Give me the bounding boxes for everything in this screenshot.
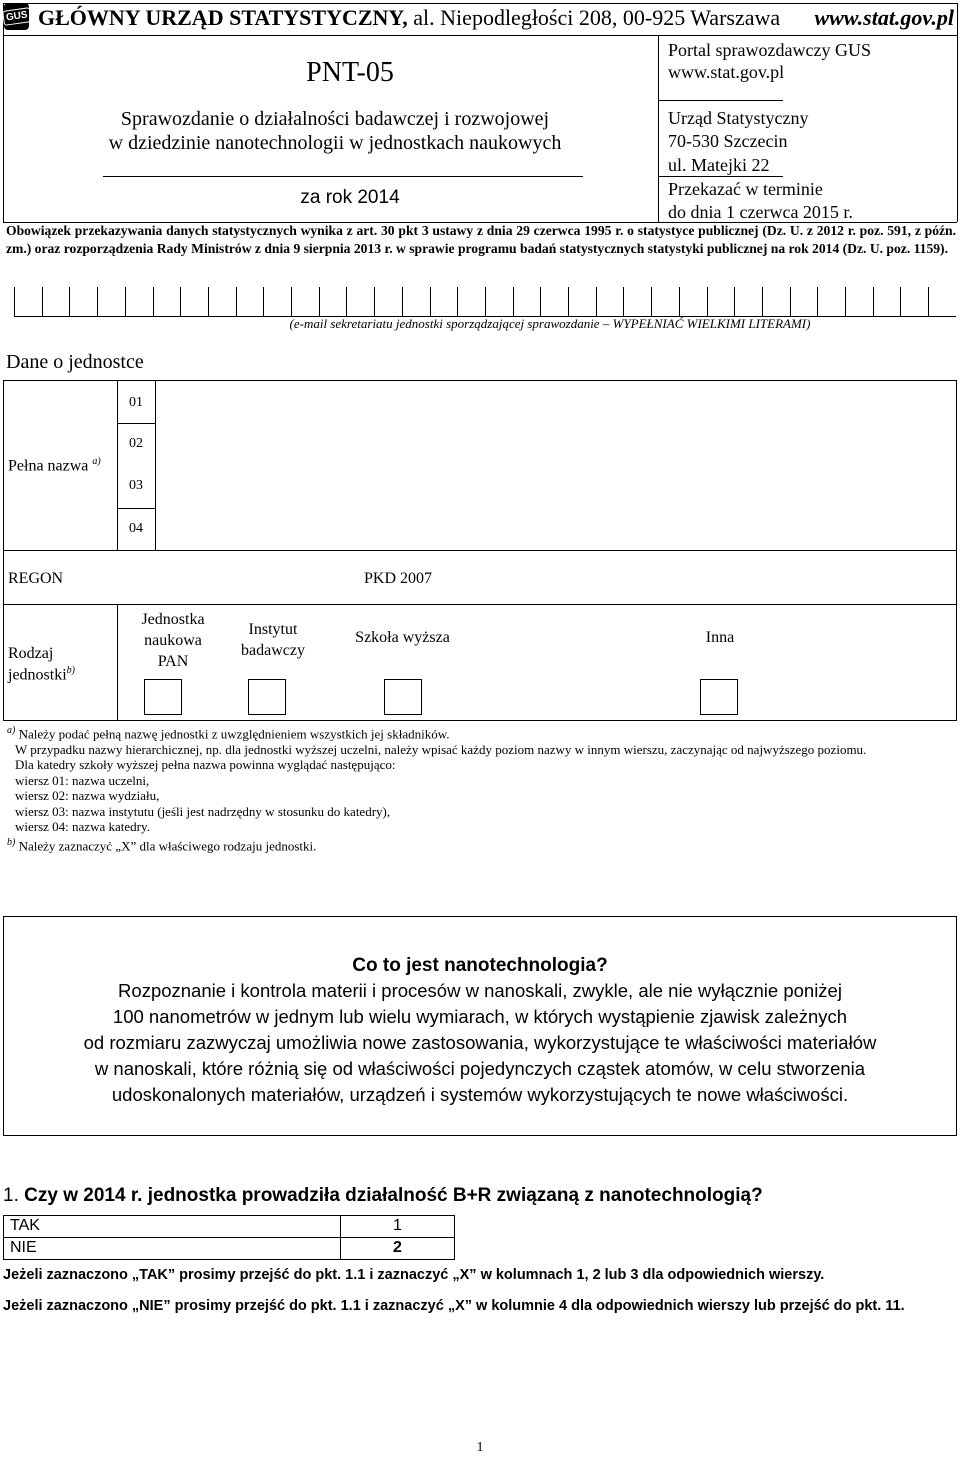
institution-title: GŁÓWNY URZĄD STATYSTYCZNY, al. Niepodległości 208, 00-925 Warszawa — [38, 5, 781, 30]
nanotech-line5: udoskonalonych materiałów, urządzeń i systemów wykorzystujących te nowe właściwości. — [111, 1084, 849, 1105]
type-option-institute: Instytut badawczy — [241, 621, 305, 659]
instruction-yes: Jeżeli zaznaczono „TAK” prosimy przejść do pkt. 1.1 i zaznaczyć „X” w kolumnach 1, 2 lub 3 dla odpowiednich wierszy. — [3, 1267, 825, 1283]
header-divider — [3, 35, 957, 36]
footnote-a-line7: wiersz 04: nazwa katedry. — [15, 819, 150, 835]
footnotes — [7, 723, 957, 854]
footnote-b: $^{b)}$ Należy zaznaczyć „X” dla właściwego rodzaju jednostki. — [7, 836, 317, 854]
name-field-01[interactable] — [156, 381, 956, 423]
question-1: 1. Czy w 2014 r. jednostka prowadziła działalność B+R związaną z nanotechnologią? — [3, 1185, 763, 1206]
email-char-cell[interactable] — [457, 287, 485, 317]
email-char-cell[interactable] — [180, 287, 208, 317]
nanotech-title: Co to jest nanotechnologia? — [352, 955, 608, 976]
unit-section-title: Dane o jednostce — [6, 351, 144, 373]
nanotech-line3: od rozmiaru zazwyczaj umożliwia nowe zastosowania, wykorzystujące te właściwości materiałów — [83, 1032, 877, 1053]
header-url[interactable]: www.stat.gov.pl — [814, 5, 954, 30]
regon-field[interactable] — [85, 555, 340, 600]
deadline-date: do dnia 1 czerwca 2015 r. — [668, 202, 853, 222]
name-block-bottom — [3, 550, 957, 551]
row-divider-03 — [117, 508, 155, 509]
email-note: (e-mail sekretariatu jednostki sporządzającej sprawozdanie – WYPEŁNIAĆ WIELKIMI LITERAMI) — [289, 316, 811, 331]
row-number-02: 02 — [129, 436, 143, 451]
full-name-label: Pełna nazwa $^{a)}$ — [8, 456, 101, 475]
form-subtitle-line2: w dziedzinie nanotechnologii w jednostkach naukowych — [108, 132, 562, 154]
email-char-cell[interactable] — [485, 287, 513, 317]
email-char-cell[interactable] — [14, 287, 42, 317]
unit-type-label-1: Rodzaj — [8, 645, 54, 662]
email-char-cell[interactable] — [568, 287, 596, 317]
answer-no-code[interactable]: 2 — [393, 1239, 402, 1256]
row-number-04: 04 — [129, 521, 143, 536]
answer-yes-label: TAK — [10, 1217, 40, 1234]
pkd-label: PKD 2007 — [364, 570, 433, 587]
office-street: ul. Matejki 22 — [668, 155, 770, 175]
type-option-pan: Jednostka naukowa PAN — [141, 611, 205, 670]
answer-row-divider — [3, 1237, 455, 1238]
portal-url[interactable]: www.stat.gov.pl — [668, 62, 785, 82]
checkbox-other[interactable] — [700, 679, 738, 715]
name-field-02[interactable] — [156, 424, 956, 466]
email-char-cell[interactable] — [42, 287, 70, 317]
deadline-label: Przekazać w terminie — [668, 179, 823, 199]
answer-no-label: NIE — [10, 1239, 37, 1256]
email-char-cell[interactable] — [817, 287, 845, 317]
legal-notice: Obowiązek przekazywania danych statystycznych wynika z art. 30 pkt 3 ustawy z dnia 29 czerwca 1995 r. o statystyce publicznej (Dz. U. z 2012 r. poz. 591, z późn. zm.) oraz rozporządzenia Rady Ministrów z dnia 9 sierpnia 2013 r. w sprawie programu badań statystycznych statystyki publicznej na rok 2014 (Dz. U. poz. 1159). — [6, 223, 956, 256]
frame-right — [957, 3, 958, 222]
checkbox-institute[interactable] — [248, 679, 286, 715]
page-number: 1 — [476, 1440, 484, 1455]
email-char-cell[interactable] — [596, 287, 624, 317]
email-char-cell[interactable] — [928, 287, 956, 317]
regon-label: REGON — [8, 570, 64, 587]
email-char-cell[interactable] — [513, 287, 541, 317]
email-char-cell[interactable] — [623, 287, 651, 317]
email-char-cell[interactable] — [679, 287, 707, 317]
email-char-cell[interactable] — [790, 287, 818, 317]
row-number-03: 03 — [129, 478, 143, 493]
instruction-no: Jeżeli zaznaczono „NIE” prosimy przejść do pkt. 1.1 i zaznaczyć „X” w kolumnie 4 dla odpowiednich wierszy lub przejść do pkt. 11. — [3, 1298, 905, 1314]
answer-yes-code[interactable]: 1 — [393, 1217, 402, 1234]
email-char-cell[interactable] — [125, 287, 153, 317]
name-field-04[interactable] — [156, 509, 956, 550]
footnote-a-line2: W przypadku nazwy hierarchicznej, np. dla jednostki wyższej uczelni, należy wpisać każdy poziom nazwy w innym wierszu, zaczynając od najwyższego poziomu. — [15, 741, 867, 757]
report-year: za rok 2014 — [300, 187, 400, 208]
checkbox-pan[interactable] — [144, 679, 182, 715]
email-char-cell[interactable] — [762, 287, 790, 317]
regon-row-bottom — [3, 604, 957, 605]
email-char-cell[interactable] — [319, 287, 347, 317]
email-char-cell[interactable] — [651, 287, 679, 317]
subtitle-underline — [103, 176, 583, 177]
checkbox-university[interactable] — [384, 679, 422, 715]
email-char-cell[interactable] — [153, 287, 181, 317]
email-char-cell[interactable] — [430, 287, 458, 317]
email-char-cell[interactable] — [263, 287, 291, 317]
portal-label: Portal sprawozdawczy GUS — [668, 40, 871, 60]
right-panel-underline-2 — [658, 176, 783, 177]
nanotech-line2: 100 nanometrów w jednym lub wielu wymiarach, w których wystąpienie zjawisk zależnych — [112, 1006, 848, 1027]
type-option-university: Szkoła wyższa — [355, 629, 450, 646]
footnote-a-line6: wiersz 03: nazwa instytutu (jeśli jest nadrzędny w stosunku do katedry), — [15, 803, 391, 819]
pkd-field[interactable] — [450, 555, 950, 600]
nanotech-line4: w nanoskali, które różnią się od właściwości pojedynczych cząstek atomów, w celu stworzenia — [94, 1058, 866, 1079]
name-field-03[interactable] — [156, 466, 956, 508]
email-char-cell[interactable] — [900, 287, 928, 317]
email-char-cell[interactable] — [208, 287, 236, 317]
footnote-a: $^{a)}$ Należy podać pełną nazwę jednostki z uwzględnieniem wszystkich jej składników. — [7, 725, 450, 742]
footnote-a-line3: Dla katedry szkoły wyższej pełna nazwa powinna wyglądać następująco: — [15, 757, 396, 773]
email-char-cell[interactable] — [236, 287, 264, 317]
email-char-cell[interactable] — [540, 287, 568, 317]
type-option-other: Inna — [705, 629, 735, 646]
unit-type-label-2: jednostki$^{b)}$ — [8, 665, 76, 684]
gus-logo: GUS — [4, 3, 29, 30]
email-char-cell[interactable] — [734, 287, 762, 317]
email-char-cell[interactable] — [346, 287, 374, 317]
email-char-cell[interactable] — [291, 287, 319, 317]
right-panel-divider — [658, 35, 659, 222]
nanotech-line1: Rozpoznanie i kontrola materii i procesów w nanoskali, zwykle, ale nie wyłącznie poniżej — [118, 980, 842, 1001]
frame-top — [3, 3, 957, 4]
email-char-cell[interactable] — [374, 287, 402, 317]
office-name: Urząd Statystyczny — [668, 108, 809, 128]
email-char-cell[interactable] — [69, 287, 97, 317]
email-char-cell[interactable] — [873, 287, 901, 317]
nanotech-definition — [20, 978, 940, 1108]
form-code: PNT-05 — [306, 57, 394, 88]
email-char-cell[interactable] — [845, 287, 873, 317]
office-postal: 70-530 Szczecin — [668, 131, 788, 151]
form-subtitle-line1: Sprawozdanie o działalności badawczej i rozwojowej — [120, 108, 550, 130]
row-number-01: 01 — [129, 395, 143, 410]
email-char-cell[interactable] — [97, 287, 125, 317]
footnote-a-line5: wiersz 02: nazwa wydziału, — [15, 788, 160, 804]
email-char-cell[interactable] — [402, 287, 430, 317]
right-panel-underline-1 — [658, 100, 783, 101]
email-char-cell[interactable] — [707, 287, 735, 317]
row-divider-01 — [117, 423, 155, 424]
footnote-a-line4: wiersz 01: nazwa uczelni, — [15, 772, 150, 788]
